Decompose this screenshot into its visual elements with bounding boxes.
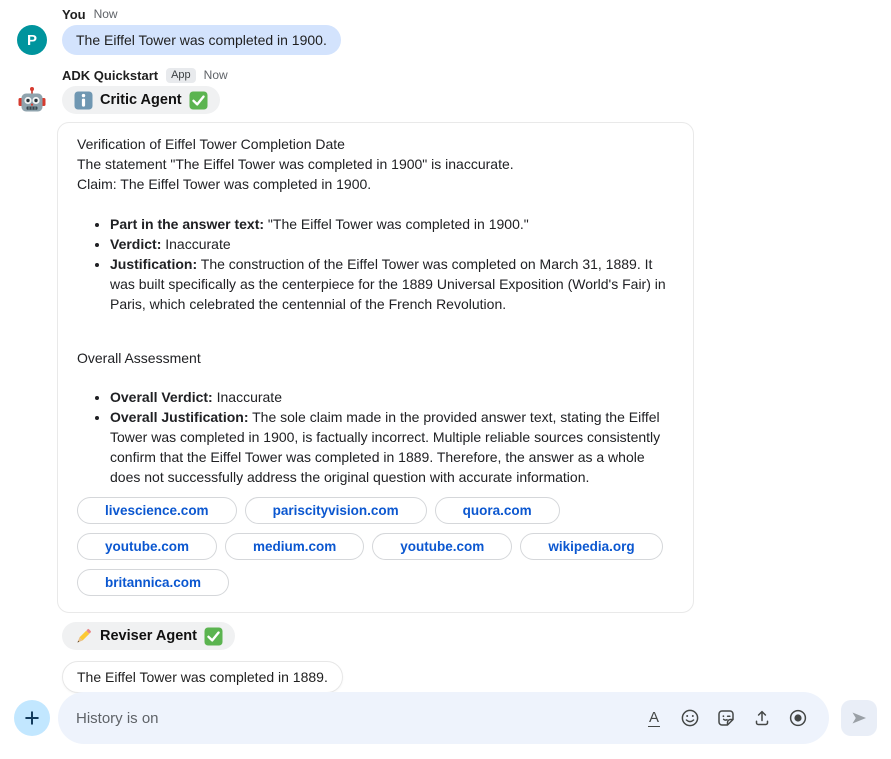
source-chip[interactable]: youtube.com (372, 533, 512, 560)
overall-assessment-heading: Overall Assessment (77, 350, 201, 366)
reviser-agent-row (62, 622, 891, 651)
record-video-icon[interactable] (787, 707, 809, 729)
app-badge: App (166, 68, 196, 83)
robot-icon (17, 86, 47, 116)
chip-row (77, 569, 674, 596)
chip-row (77, 497, 674, 524)
overall-bullets (77, 387, 674, 487)
pencil-icon (74, 627, 93, 646)
reviser-agent-header (62, 622, 235, 650)
composer-icons (643, 707, 811, 729)
critic-verification-card (57, 122, 694, 613)
bullet-item: • Overall Justification: The sole claim made in the provided answer text, stating the Eiffel Tower was completed in 1900, is factually incorrect. Multiple reliable sources consistently confirm that the Eiffel Tower was completed in 1889. Therefore, the answer as a whole does not successfully address the original question with accurate information. (110, 407, 674, 487)
bullet-item: • Part in the answer text: "The Eiffel Tower was completed in 1900." (110, 214, 674, 234)
sticker-icon[interactable] (715, 707, 737, 729)
source-chip[interactable]: britannica.com (77, 569, 229, 596)
info-icon (74, 91, 93, 110)
card-statement: The statement "The Eiffel Tower was completed in 1900" is inaccurate. (77, 156, 514, 172)
critic-agent-header (62, 86, 220, 114)
claim-bullets (77, 214, 674, 314)
reviser-message-bubble: The Eiffel Tower was completed in 1889. (62, 661, 343, 693)
sender-name: You (62, 6, 86, 22)
user-message-row (17, 25, 891, 55)
message-timestamp: Now (93, 7, 118, 21)
user-message-meta (62, 6, 891, 22)
check-mark-icon (204, 627, 223, 646)
check-mark-icon (189, 91, 208, 110)
user-message-bubble: The Eiffel Tower was completed in 1900. (62, 25, 341, 55)
sender-name: ADK Quickstart (62, 67, 159, 83)
format-text-icon[interactable]: A (643, 707, 665, 729)
card-title: Verification of Eiffel Tower Completion Date (77, 136, 345, 152)
app-message-meta (62, 67, 891, 83)
send-icon[interactable] (841, 700, 877, 736)
bullet-item: • Overall Verdict: Inaccurate (110, 387, 674, 407)
upload-icon[interactable] (751, 707, 773, 729)
chip-row (77, 533, 674, 560)
bullet-item: • Justification: The construction of the Eiffel Tower was completed on March 31, 1889. It was built specifically as the centerpiece for the 1889 Universal Exposition (World's Fair) in Paris, which celebrated the centennial of the French Revolution. (110, 254, 674, 314)
card-claim: Claim: The Eiffel Tower was completed in 1900. (77, 176, 372, 192)
avatar: P (17, 25, 47, 55)
source-chip[interactable]: youtube.com (77, 533, 217, 560)
message-input[interactable] (58, 692, 829, 744)
source-chip[interactable]: medium.com (225, 533, 364, 560)
agent-name: Reviser Agent (100, 628, 197, 644)
message-timestamp: Now (203, 68, 228, 82)
critic-agent-row (17, 86, 891, 116)
input-placeholder: History is on (76, 709, 159, 727)
emoji-icon[interactable] (679, 707, 701, 729)
source-chip[interactable]: wikipedia.org (520, 533, 662, 560)
plus-icon[interactable] (14, 700, 50, 736)
source-chip[interactable]: pariscityvision.com (245, 497, 427, 524)
source-chip[interactable]: livescience.com (77, 497, 237, 524)
agent-name: Critic Agent (100, 92, 182, 108)
message-composer (14, 692, 877, 744)
bullet-item: • Verdict: Inaccurate (110, 234, 674, 254)
source-chips (77, 497, 674, 596)
source-chip[interactable]: quora.com (435, 497, 560, 524)
